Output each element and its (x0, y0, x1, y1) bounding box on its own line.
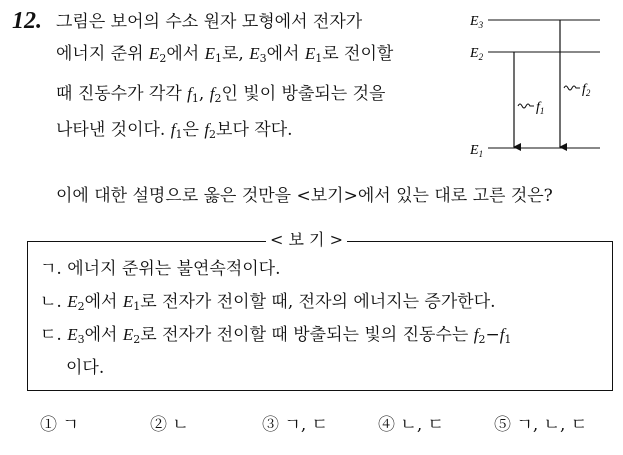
level-e3 (470, 14, 600, 30)
photon-label-f2: $f_2$ (582, 82, 591, 98)
choice-5[interactable]: ⑤ ㄱ, ㄴ, ㄷ (494, 415, 588, 435)
bogi-item-3: ㄷ. $E_3$에서 $E_2$로 전자가 전이할 때 방출되는 빛의 진동수는 $f_2-f_1$ (40, 325, 512, 346)
question-line-3: 때 진동수가 각각 $f_1$, $f_2$인 빛이 방출되는 것을 (56, 84, 386, 105)
bogi-title: < 보 기 > (266, 230, 347, 250)
choice-4[interactable]: ④ ㄴ, ㄷ (378, 415, 445, 435)
choice-2[interactable]: ② ㄴ (150, 415, 189, 435)
photon-wave-icon (564, 86, 580, 90)
bogi-item-1: ㄱ. 에너지 준위는 불연속적이다. (40, 259, 281, 279)
question-prompt: 이에 대한 설명으로 옳은 것만을 <보기>에서 있는 대로 고른 것은? (56, 186, 553, 206)
energy-level-diagram (470, 8, 620, 168)
level-e2-label: $E_2$ (470, 46, 484, 62)
level-e2 (470, 46, 600, 62)
bogi-item-2: ㄴ. $E_2$에서 $E_1$로 전자가 전이할 때, 전자의 에너지는 증가한다. (40, 292, 496, 313)
question-line-1: 그림은 보어의 수소 원자 모형에서 전자가 (56, 12, 363, 32)
question-line-4: 나타낸 것이다. $f_1$은 $f_2$보다 작다. (56, 120, 293, 141)
choice-3[interactable]: ③ ㄱ, ㄷ (262, 415, 329, 435)
photon-label-f1: $f_1$ (536, 100, 545, 116)
level-e1 (470, 143, 600, 159)
question-number: 12. (12, 8, 42, 34)
level-e3-label: $E_3$ (470, 14, 484, 30)
choice-1[interactable]: ① ㄱ (40, 415, 79, 435)
level-e1-label: $E_1$ (470, 143, 484, 159)
question-line-2: 에너지 준위 $E_2$에서 $E_1$로, $E_3$에서 $E_1$로 전이할 (56, 44, 394, 65)
photon-wave-icon (518, 104, 534, 108)
bogi-item-3-cont: 이다. (66, 358, 105, 378)
